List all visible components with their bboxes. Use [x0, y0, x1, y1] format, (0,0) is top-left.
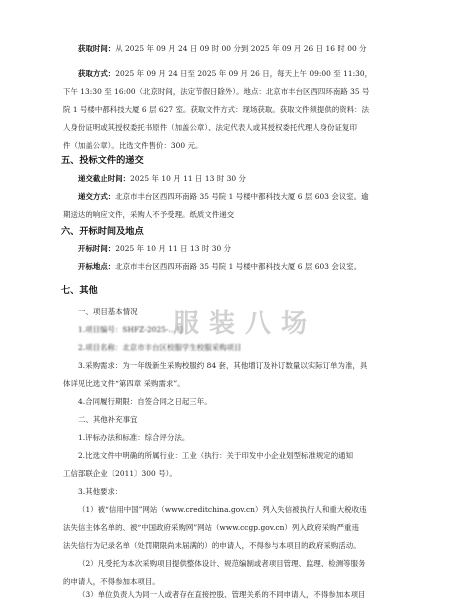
text-line-project-name: 2.项目名称：北京市丰台区校服学生校服采购项目	[78, 343, 242, 352]
text-line: 的申请人，不得参加本项目。	[63, 577, 160, 586]
text-line-submit-deadline: 递交截止时间：2025 年 10 月 11 日 13 时 30 分	[78, 174, 246, 183]
text-line-acquire-time: 获取时间：从 2025 年 09 月 24 日 09 时 00 分到 2025 年 09 月 26 日 16 时 00 分	[78, 44, 367, 53]
text-line: （2）凡受托为本次采购项目提供整体设计、规范编制或者项目管理、监理、检测等服务	[78, 559, 366, 568]
text-line: （1）被“信用中国”网站（www.creditchina.gov.cn）列入失信被执行人和重大税收违	[78, 505, 367, 514]
text-line: 一、项目基本情况	[78, 307, 138, 316]
text-line: 2.比选文件中明确的所属行业：工业（执行：关于印发中小企业划型标准规定的通知	[78, 451, 354, 460]
text-line: 1.评标办法和标准：综合评分法。	[78, 433, 190, 442]
text-line-open-time: 开标时间：2025 年 10 月 11 日 13 时 30 分	[78, 244, 232, 253]
watermark: 服装八场	[173, 309, 318, 339]
text-line: 3.采购需求：为一年级新生采购校服约 84 套，其他增订及补订数量以实际订单为准，具	[78, 361, 368, 370]
text-line-acquire-method: 获取方式：2025 年 09 月 24 日至 2025 年 09 月 26 日，每天上午 09:00 至 11:30，	[78, 69, 373, 78]
text-line: 3.其他要求：	[78, 487, 123, 496]
text-line: 下午 13:30 至 16:00（北京时间，法定节假日除外）。地点：北京市丰台区西四环南路 35 号	[63, 87, 370, 96]
text-line: 人身份证明或其授权委托书原件（加盖公章）、法定代表人或其授权委托代理人身份证复印	[63, 123, 357, 132]
text-line: 法失信行为记录名单（处罚期限尚未届满的）的申请人，不得参与本项目的政府采购活动。	[63, 541, 361, 550]
heading-section-7: 七、其他	[61, 285, 98, 296]
heading-section-6: 六、开标时间及地点	[61, 226, 144, 237]
text-line: 件（加盖公章）。比选文件售价：300 元。	[63, 141, 203, 150]
text-line: 院 1 号楼中都科技大厦 6 层 627 室。获取文件方式：现场获取。获取文件须提供的资料：法	[63, 105, 370, 114]
text-line: （3）单位负责人为同一人或者存在直接控股、管理关系的不同申请人，不得参加本项目	[78, 590, 366, 599]
text-line-submit-method: 递交方式：北京市丰台区西四环南路 35 号院 1 号楼中都科技大厦 6 层 603 会议室。逾	[78, 192, 369, 201]
text-line: 体详见比选文件“第四章 采购需求”。	[63, 379, 185, 388]
text-line-open-location: 开标地点：北京市丰台区西四环南路 35 号院 1 号楼中都科技大厦 6 层 603 会议室。	[78, 262, 362, 271]
heading-section-5: 五、投标文件的递交	[61, 155, 144, 166]
text-line: 法失信主体名单的、被“中国政府采购网”网站（www.ccgp.gov.cn）列入政府采购严重违	[63, 523, 359, 532]
text-line-project-number: 1.项目编号：SHFZ-2025-…号	[78, 325, 184, 334]
text-line: 期送达的响应文件，采购人不予受理。纸质文件递交	[63, 210, 235, 219]
text-line: 4.合同履行期限：自签合同之日起三年。	[78, 397, 212, 406]
text-line: 工信部联企业〔2011〕300 号）。	[63, 469, 177, 478]
text-line: 二、其他补充事宜	[78, 415, 138, 424]
